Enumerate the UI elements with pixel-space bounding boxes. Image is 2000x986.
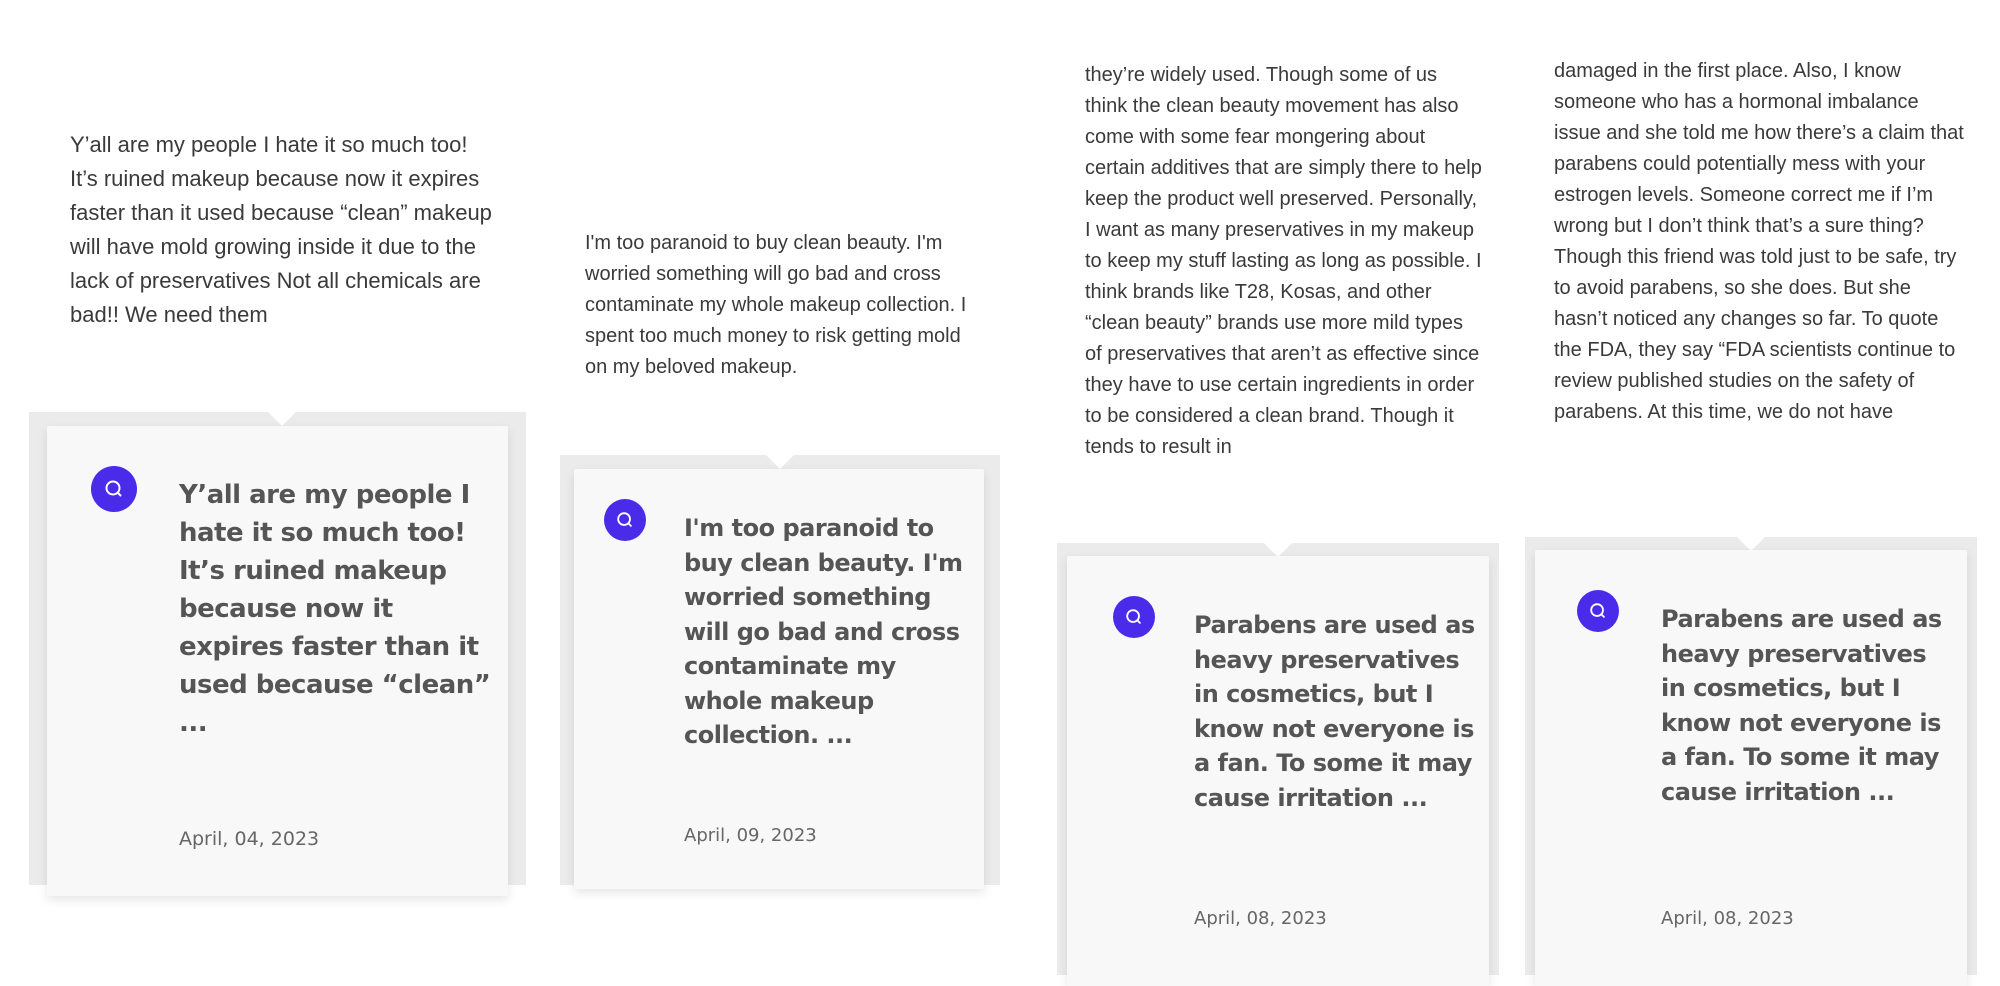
post-full-text: Y’all are my people I hate it so much too! It’s ruined makeup because now it expires faster than it used because “clean” makeup will have mold growing inside it due to the lack of preservatives Not all chemicals are bad!! We need them (70, 132, 492, 327)
post-snippet[interactable]: Y’all are my people I hate it so much too! It’s ruined makeup because now it expires faster than it used because “clean” ... (179, 480, 491, 738)
search-icon (615, 510, 635, 530)
post-date: April, 08, 2023 (1194, 908, 1327, 929)
post-card[interactable] (1525, 537, 1977, 975)
avatar[interactable] (604, 499, 646, 541)
post-date: April, 08, 2023 (1661, 908, 1794, 929)
post-card-inner (1067, 556, 1489, 986)
post-card[interactable] (1057, 543, 1499, 975)
avatar[interactable] (1577, 590, 1619, 632)
post-snippet[interactable]: Parabens are used as heavy preservatives in cosmetics, but I know not everyone is a fan. To some it may cause irritation ... (1194, 611, 1475, 812)
post-card[interactable] (560, 455, 1000, 885)
search-icon (103, 478, 125, 500)
avatar[interactable] (91, 466, 137, 512)
post-snippet[interactable]: I'm too paranoid to buy clean beauty. I'm worried something will go bad and cross contaminate my whole makeup collection. ... (684, 514, 963, 749)
post-date: April, 04, 2023 (179, 828, 320, 850)
post-full-text: they’re widely used. Though some of us think the clean beauty movement has also come with some fear mongering about certain additives that are simply there to help keep the product well preserved. Personally, I want as many preservatives in my makeup to keep my stuff lasting as long as possible. I think brands like T28, Kosas, and other “clean beauty” brands use more mild types of preservatives that aren’t as effective since they have to use certain ingredients in order to be considered a clean brand. Though it tends to result in (1085, 64, 1482, 458)
search-icon (1124, 607, 1144, 627)
post-card-inner (1535, 550, 1967, 986)
post-full-text: I'm too paranoid to buy clean beauty. I'm worried something will go bad and cross contaminate my whole makeup collection. I spent too much money to risk getting mold on my beloved makeup. (585, 232, 967, 378)
avatar[interactable] (1113, 596, 1155, 638)
post-snippet[interactable]: Parabens are used as heavy preservatives in cosmetics, but I know not everyone is a fan. To some it may cause irritation ... (1661, 605, 1942, 806)
post-card[interactable] (29, 412, 526, 885)
post-full-text: damaged in the first place. Also, I know someone who has a hormonal imbalance issue and she told me how there’s a claim that parabens could potentially mess with your estrogen levels. Someone correct me if I’m wrong but I don’t think that’s a sure thing? Though this friend was told just to be safe, try to avoid parabens, so she does. But she hasn’t noticed any changes so far. To quote the FDA, they say “FDA scientists continue to review published studies on the safety of parabens. At this time, we do not have (1554, 60, 1964, 423)
post-card-inner (47, 426, 508, 896)
post-card-inner (574, 469, 984, 889)
search-icon (1588, 601, 1608, 621)
post-date: April, 09, 2023 (684, 825, 817, 846)
post-full-text-viewport[interactable] (1085, 60, 1485, 500)
post-full-text-viewport[interactable] (1554, 56, 1974, 494)
